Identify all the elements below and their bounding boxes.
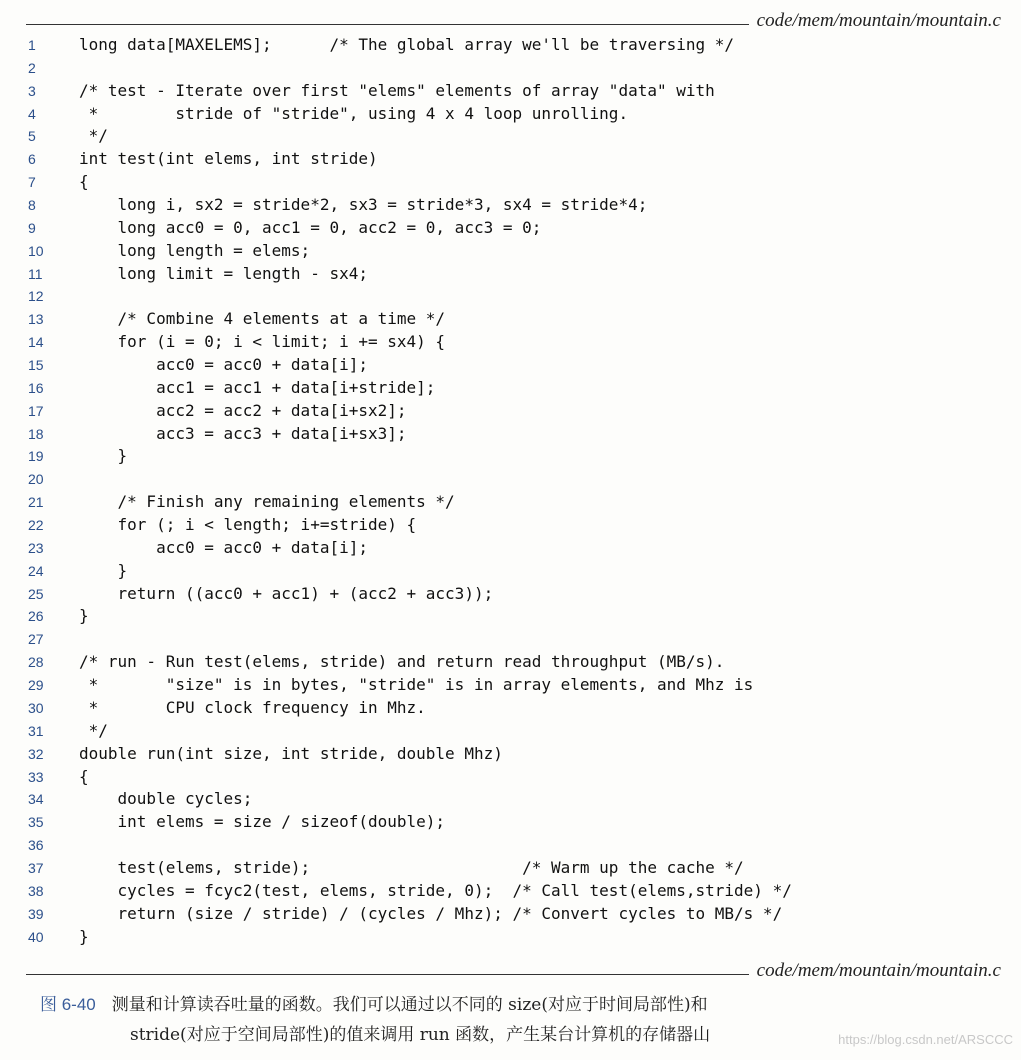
- code-text: /* Combine 4 elements at a time */: [79, 309, 446, 329]
- code-text: cycles = fcyc2(test, elems, stride, 0); /* Call test(elems,stride) */: [79, 880, 792, 900]
- header-rule: [26, 6, 1001, 32]
- code-text: acc2 = acc2 + data[i+sx2];: [79, 400, 407, 420]
- code-text: * "size" is in bytes, "stride" is in array elements, and Mhz is: [79, 675, 754, 695]
- line-number: 12: [28, 288, 44, 305]
- line-number: 29: [28, 677, 44, 694]
- code-text: }: [79, 606, 89, 626]
- line-number: 27: [28, 631, 44, 648]
- code-text: */: [79, 126, 108, 146]
- line-number: 2: [28, 59, 36, 76]
- code-text: }: [79, 926, 89, 946]
- line-number: 19: [28, 448, 44, 465]
- code-text: */: [79, 720, 108, 740]
- code-text: * stride of "stride", using 4 x 4 loop unrolling.: [79, 103, 629, 123]
- code-text: /* Finish any remaining elements */: [79, 492, 455, 512]
- footer-file-path: code/mem/mountain/mountain.c: [756, 960, 1001, 981]
- line-number: 28: [28, 654, 44, 671]
- watermark: https://blog.csdn.net/ARSCCC: [838, 1032, 1013, 1047]
- line-number: 39: [28, 905, 44, 922]
- line-number: 1: [28, 37, 36, 53]
- code-text: long i, sx2 = stride*2, sx3 = stride*3, sx4 = stride*4;: [79, 195, 648, 215]
- line-number: 36: [28, 837, 44, 854]
- line-number: 21: [28, 494, 44, 511]
- line-number: 7: [28, 174, 36, 191]
- line-number: 6: [28, 151, 36, 168]
- code-text: return ((acc0 + acc1) + (acc2 + acc3));: [79, 583, 494, 603]
- line-number: 15: [28, 357, 44, 374]
- line-number: 17: [28, 402, 44, 419]
- code-text: int test(int elems, int stride): [79, 149, 378, 169]
- code-text: double run(int size, int stride, double Mhz): [79, 743, 503, 763]
- code-text: long acc0 = 0, acc1 = 0, acc2 = 0, acc3 = 0;: [79, 217, 542, 237]
- code-text: /* test - Iterate over first "elems" elements of array "data" with: [79, 80, 715, 100]
- code-text: }: [79, 560, 128, 580]
- footer-rule: [26, 958, 1001, 982]
- caption-line-2: stride(对应于空间局部性)的值来调用 run 函数，产生某台计算机的存储器山: [130, 1025, 711, 1045]
- line-number: 32: [28, 745, 44, 762]
- line-number: 38: [28, 882, 44, 899]
- line-number: 22: [28, 517, 44, 534]
- code-text: long length = elems;: [79, 240, 311, 260]
- code-text: {: [79, 766, 89, 786]
- figure-label: 图 6-40: [40, 995, 96, 1014]
- caption-line-1: 测量和计算读吞吐量的函数。我们可以通过以不同的 size(对应于时间局部性)和: [111, 995, 708, 1015]
- code-text: /* run - Run test(elems, stride) and return read throughput (MB/s).: [79, 652, 725, 672]
- line-number: 35: [28, 814, 44, 831]
- code-text: test(elems, stride); /* Warm up the cache */: [79, 857, 744, 877]
- code-text: for (i = 0; i < limit; i += sx4) {: [79, 332, 446, 352]
- code-text: acc1 = acc1 + data[i+stride];: [79, 377, 436, 397]
- line-number: 24: [28, 562, 44, 579]
- code-text: long limit = length - sx4;: [79, 263, 368, 283]
- line-number: 8: [28, 197, 36, 214]
- header-divider: [26, 24, 749, 25]
- line-number: 25: [28, 585, 44, 602]
- code-text: double cycles;: [79, 789, 253, 809]
- line-number: 16: [28, 379, 44, 396]
- line-number: 9: [28, 219, 36, 236]
- line-number: 26: [28, 608, 44, 625]
- line-number: 33: [28, 768, 44, 785]
- code-text: for (; i < length; i+=stride) {: [79, 515, 417, 535]
- code-text: acc0 = acc0 + data[i];: [79, 355, 368, 375]
- line-number: 3: [28, 82, 36, 99]
- line-number: 11: [28, 265, 43, 282]
- line-number: 14: [28, 334, 44, 351]
- code-text: acc3 = acc3 + data[i+sx3];: [79, 423, 407, 443]
- line-number: 18: [28, 425, 44, 442]
- line-number: 23: [28, 539, 44, 556]
- line-number: 20: [28, 471, 44, 488]
- footer-divider: [26, 974, 749, 975]
- code-text: * CPU clock frequency in Mhz.: [79, 697, 426, 717]
- line-number: 10: [28, 242, 44, 259]
- code-text: long data[MAXELEMS]; /* The global array we'll be traversing */: [79, 35, 735, 54]
- code-text: {: [79, 172, 89, 192]
- line-number: 30: [28, 699, 44, 716]
- header-file-path: code/mem/mountain/mountain.c: [756, 10, 1001, 31]
- code-text: int elems = size / sizeof(double);: [79, 812, 446, 832]
- code-text: return (size / stride) / (cycles / Mhz); /* Convert cycles to MB/s */: [79, 903, 783, 923]
- line-number: 40: [28, 928, 44, 945]
- code-text: }: [79, 446, 128, 466]
- line-number: 34: [28, 791, 44, 808]
- code-text: acc0 = acc0 + data[i];: [79, 537, 368, 557]
- line-number: 31: [28, 722, 44, 739]
- line-number: 13: [28, 311, 44, 328]
- line-number: 4: [28, 105, 36, 122]
- line-number: 5: [28, 128, 36, 145]
- line-number: 37: [28, 859, 44, 876]
